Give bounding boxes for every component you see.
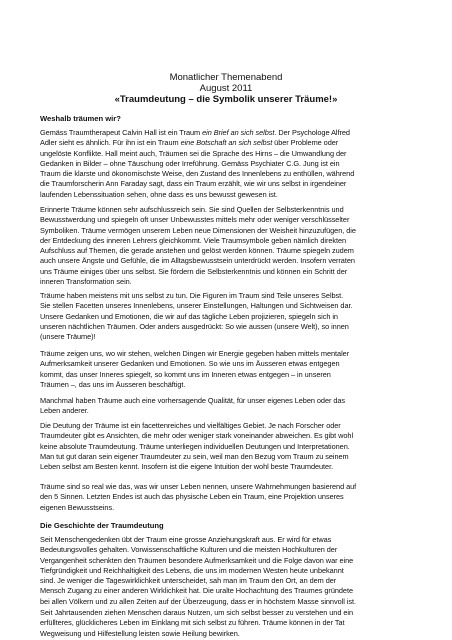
- text-line: ungelöste Konflikte. Hall meint auch, Träumen sei die Sprache des Hirns – die Umwandlung der: [40, 148, 347, 158]
- event-title: Monatlicher Themenabend: [169, 72, 283, 83]
- paragraph: [40, 205, 415, 287]
- text-line: Leben selbst am Besten kennt. Insofern ist die eigene Intuition der wohl beste Traumdeuter.: [40, 462, 334, 471]
- text-line: den 5 Sinnen. Letzten Endes ist auch das physische Leben ein Traum, eine Projektion unseres: [40, 492, 344, 502]
- paragraph: [40, 128, 415, 200]
- text-line: Bewusstwerdung und spiegeln oft unser Unbewusstes mittels mehr oder weniger verschlüsselter: [40, 215, 350, 225]
- text-line: Gemäss Traumtherapeut Calvin Hall ist ein Traum ein Brief an sich selbst. Der Psychologe Alfred: [40, 128, 350, 137]
- text-line: unseren nächtlichen Träumen. Oder anders ausgedrückt: So wie aussen (unsere Welt), so innen: [40, 321, 349, 331]
- text-line: Aufmerksamkeit unserer Gedanken und Emotionen. So wie uns im Äusseren etwas entgegen: [40, 359, 340, 369]
- paragraph: [40, 421, 415, 472]
- paragraph: [40, 482, 415, 513]
- text-line: Seit Menschengedenken übt der Traum eine grosse Anziehungskraft aus. Er wird für etwas: [40, 535, 332, 544]
- text-line: Seit Jahrtausenden ziehen Menschen daraus Nutzen, um sich selbst besser zu verstehen und ein: [40, 608, 354, 617]
- text-line: Die Deutung der Träume ist ein facettenreiches und vielfältiges Gebiet. Je nach Forscher oder: [40, 421, 341, 430]
- text-line: Träume sind so real wie das, was wir unser Leben nennen, unsere Wahrnehmungen basierend auf: [40, 482, 357, 491]
- text-line: Erinnerte Träume können sehr aufschlussreich sein. Sie sind Quellen der Selbsterkenntnis und: [40, 205, 344, 214]
- text-line: laufenden Lebenssituation sehen, ohne dass es uns bewusst gewesen ist.: [40, 189, 278, 199]
- text-line: Träume haben meistens mit uns selbst zu tun. Die Figuren im Traum sind Teile unseres Selbst.: [40, 291, 344, 300]
- text-line: Sie stellen Facetten unseres Innenlebens, unserer Einstellungen, Haltungen und Sichtweisen dar.: [40, 301, 353, 311]
- text-line: kommt, das unser Inneres spiegelt, so kommt uns im Inneren etwas entgegen – in unseren: [40, 369, 331, 379]
- text-line: Tiefgründigkeit und Reichhaltigkeit des Lebens, die uns im modernen Westen heute unbekannt: [40, 565, 344, 575]
- text-line: Adler sieht es ähnlich. Für ihn ist ein Traum eine Botschaft an sich selbst über Probleme oder: [40, 138, 339, 148]
- text-line: Manchmal haben Träume auch eine vorhersagende Qualität, für unser eigenes Leben oder das: [40, 396, 346, 405]
- text-line: Vergangenheit schenkten den Träumen besondere Aufmerksamkeit und die Folge davon war eine: [40, 555, 354, 565]
- section-heading-why-dream: Weshalb träumen wir?: [40, 114, 121, 123]
- text-line: Traumdeuter gibt es Ansichten, die mehr oder weniger stark voneinander abweichen. Es gibt wohl: [40, 431, 354, 441]
- text-line: Träume zeigen uns, wo wir stehen, welchen Dingen wir Energie gegeben haben mittels mentaler: [40, 349, 350, 358]
- text-line: Bedeutungsvolles gehalten. Vorwissenschaftliche Kulturen und die meisten Hochkulturen der: [40, 545, 338, 555]
- text-line: Leben anderer.: [40, 406, 89, 416]
- emphasis: eine Botschaft an sich selbst: [180, 138, 273, 148]
- text-line: erfüllteres, glücklicheres Leben im Einklang mit sich selbst zu führen. Träume können in der Tat: [40, 618, 345, 628]
- section-heading-history: Die Geschichte der Traumdeutung: [40, 521, 164, 530]
- text-line: Gedanken in Bilder – ohne Täuschung oder Irreführung. Gemäss Psychiater C.G. Jung ist ein: [40, 158, 340, 168]
- document-title: «Traumdeutung – die Symbolik unserer Träume!»: [114, 94, 338, 105]
- text-line: die Traumforscherin Ann Faraday sagt, dass ein Traum erzählt, wie wir uns selbst in irgendeiner: [40, 179, 347, 189]
- text-line: Symboliken. Träume vermögen unserem Leben neue Dimensionen der Weisheit hinzuzufügen, die: [40, 225, 356, 235]
- text-line: keine absolute Traumdeutung. Träume unterliegen individuellen Deutungen und Interpretationen.: [40, 441, 350, 451]
- text-line: uns Träume einiges über uns selbst. Sie fördern die Selbsterkenntnis und können ein Schritt der: [40, 266, 348, 276]
- paragraph: [40, 608, 415, 639]
- paragraph: [40, 349, 415, 390]
- text-line: sind. Je weniger die Tageswirklichkeit unterscheidet, sah man im Traum den Ort, an dem der: [40, 576, 337, 585]
- event-date: August 2011: [199, 83, 253, 94]
- text-line: Aufschluss auf Themen, die gerade anstehen und gelöst werden können. Träume spiegeln zudem: [40, 246, 354, 255]
- paragraph: [40, 535, 415, 607]
- text-line: (unsere Träume)!: [40, 332, 96, 341]
- text-line: Unsere Gedanken und Emotionen, die wir auf das tägliche Leben projizieren, spiegeln sich in: [40, 311, 338, 321]
- text-line: Mensch Zugang zu einer anderen Wirklichkeit hat. Die uralte Hochachtung des Traumes gründete: [40, 586, 353, 596]
- text-line: auch unsere Ängste und Gefühle, die im Alltagsbewusstsein unterdrückt werden. Insofern verraten: [40, 256, 355, 266]
- text-line: der Entdeckung des inneren Lehrers gleichkommt. Viele Traumsymbole geben nämlich direkten: [40, 235, 347, 245]
- text-line: eigenen Bewusstseins.: [40, 502, 115, 512]
- paragraph: [40, 291, 415, 342]
- text-line: Träumen –, das uns im Äusseren beschäftigt.: [40, 379, 186, 389]
- text-line: inneren Transformation sein.: [40, 276, 132, 286]
- text-line: bei allen Völkern und zu allen Zeiten auf der Überzeugung, dass er in höchstem Masse sinnvoll ist.: [40, 596, 356, 606]
- text-line: Traum die klarste und ökonomischste Weise, den Zustand des Innenlebens zu enthüllen, während: [40, 169, 355, 178]
- text-line: Wegweisung und Hilfestellung leisten sowie Heilung bewirken.: [40, 628, 240, 638]
- paragraph: [40, 396, 415, 417]
- text-line: Man tut gut daran sein eigener Traumdeuter zu sein, weil man den Bezug vom Traum zu seinem: [40, 451, 349, 461]
- emphasis: ein Brief an sich selbst: [202, 128, 275, 137]
